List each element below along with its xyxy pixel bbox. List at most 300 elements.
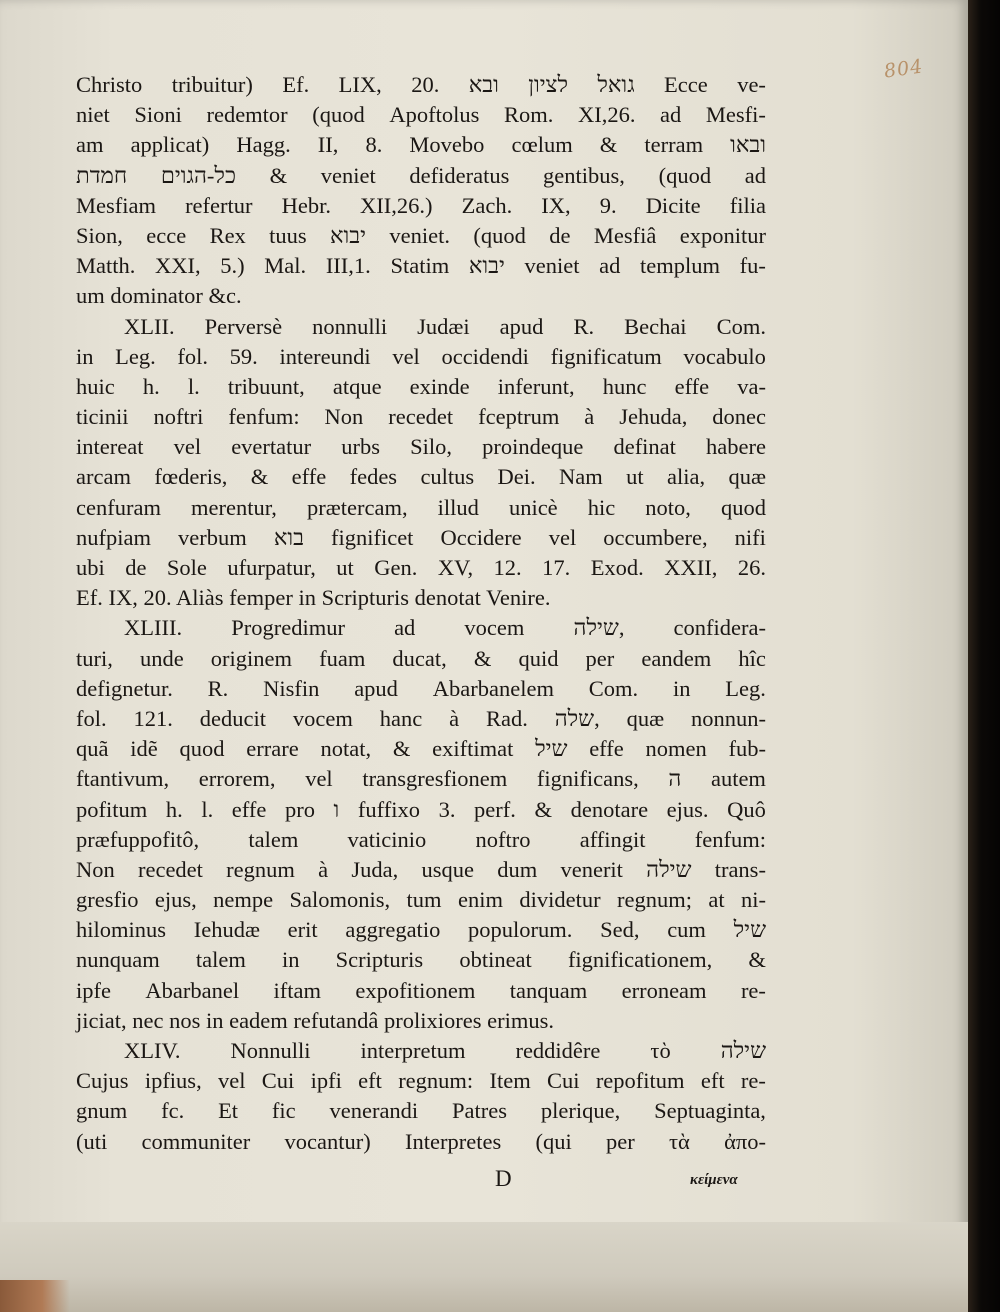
- text-word: fub-: [728, 736, 766, 762]
- text-line: [76, 161, 766, 191]
- text-word: fenfum:: [694, 826, 766, 852]
- text-word: Septuaginta,: [654, 1098, 766, 1124]
- text-word: quod: [720, 494, 766, 520]
- text-word: 5.): [220, 253, 245, 279]
- text-line: [76, 915, 766, 945]
- text-word: hic: [587, 494, 616, 520]
- text-word: tuus: [269, 222, 307, 248]
- text-word: כל-הגוים: [160, 162, 236, 188]
- text-word: Leg.: [115, 343, 156, 369]
- text-word: &: [534, 796, 553, 822]
- text-line: [76, 734, 766, 764]
- page-bottom-margin: [0, 1222, 968, 1312]
- text-word: illud: [437, 494, 479, 520]
- text-word: 12.: [493, 555, 522, 580]
- text-word: venerandi: [329, 1098, 419, 1124]
- text-word: quæ: [626, 705, 665, 731]
- catchword: κείμενα: [690, 1172, 738, 1188]
- text-word: exiftimat: [432, 736, 514, 762]
- text-word: transgresfionem: [362, 766, 508, 792]
- text-word: Mal.: [264, 253, 307, 279]
- text-word: per: [605, 1128, 635, 1154]
- text-word: hunc: [602, 373, 647, 399]
- text-word: fignificationem,: [567, 947, 713, 973]
- text-line-content: [76, 130, 766, 160]
- text-line-content: [76, 191, 766, 221]
- text-line: [76, 674, 766, 704]
- text-word: hanc: [379, 705, 423, 731]
- text-word: vaticinio: [347, 826, 427, 852]
- text-word: (quod: [473, 222, 526, 248]
- text-word: fu-: [739, 253, 766, 279]
- text-word: regnum:: [398, 1068, 474, 1094]
- text-word: in: [672, 675, 691, 701]
- text-word: affingit: [579, 826, 646, 852]
- text-line: [76, 1006, 766, 1036]
- text-word: (uti: [76, 1128, 108, 1154]
- text-word: terram: [644, 132, 704, 158]
- text-word: &: [748, 947, 766, 973]
- text-word: regnum;: [616, 887, 692, 913]
- text-line: [76, 855, 766, 885]
- text-line-content: [76, 1127, 766, 1157]
- text-word: erit: [287, 917, 318, 943]
- text-word: unicè: [508, 494, 558, 520]
- text-word: fol.: [177, 343, 209, 369]
- text-word: ubi: [76, 555, 105, 580]
- text-word: cœlum: [511, 132, 573, 158]
- text-word: ad: [599, 253, 621, 279]
- text-word: redemtor: [206, 102, 288, 128]
- text-word: fignificans,: [536, 766, 639, 792]
- text-line: [76, 312, 766, 342]
- text-line-content: [76, 734, 766, 764]
- text-word: τὰ: [668, 1128, 690, 1154]
- text-word: gentibus,: [543, 162, 625, 188]
- text-word: veniet.: [389, 222, 451, 248]
- text-line-content: [76, 885, 766, 915]
- text-word: noftri: [153, 404, 204, 430]
- text-line: [76, 130, 766, 160]
- text-word: atque: [332, 373, 382, 399]
- text-word: filia: [729, 192, 766, 218]
- text-line-content: [76, 161, 766, 191]
- text-word: vocem: [464, 615, 525, 641]
- text-word: Progredimur: [231, 615, 345, 641]
- text-word: Jehuda,: [619, 404, 688, 430]
- text-word: unde: [139, 645, 184, 671]
- text-word: ut: [626, 464, 644, 490]
- text-word: Nam: [559, 464, 603, 490]
- text-word: habere: [706, 434, 766, 460]
- text-word: deducit: [199, 705, 266, 731]
- text-word: fignificatum: [550, 343, 662, 369]
- page-edge-stain: [0, 1280, 70, 1312]
- folio-number-handwritten: 804: [882, 55, 925, 83]
- text-word: proindeque: [482, 434, 584, 460]
- text-line: [76, 251, 766, 281]
- text-word: ad: [660, 102, 682, 128]
- text-word: Statim: [390, 253, 450, 279]
- text-word: fignificet: [330, 524, 414, 550]
- text-word: ה: [668, 766, 682, 792]
- text-word: arcam: [76, 464, 131, 490]
- text-line-content: [76, 945, 766, 975]
- text-word: Scripturis: [335, 947, 424, 973]
- text-word: fic: [271, 1098, 296, 1124]
- text-word: tum: [406, 887, 442, 913]
- text-word: Matth.: [76, 253, 136, 279]
- text-word: vocabulo: [683, 343, 766, 369]
- text-word: definat: [613, 434, 676, 460]
- text-word: templum: [640, 253, 721, 279]
- text-word: regnum: [226, 856, 295, 882]
- text-word: communiter: [141, 1128, 251, 1154]
- text-word: בוא: [273, 524, 304, 550]
- text-word: Rex: [209, 222, 246, 248]
- text-word: vel: [218, 1068, 246, 1094]
- text-word: fol.: [76, 705, 107, 731]
- text-word: l.: [201, 796, 214, 822]
- text-line-content: [76, 1066, 766, 1096]
- text-line: [76, 553, 766, 583]
- text-word: Non: [324, 404, 364, 430]
- text-word: Dicite: [645, 192, 701, 218]
- text-word: 121.: [133, 705, 173, 731]
- text-word: applicat): [130, 132, 210, 158]
- text-line: [76, 885, 766, 915]
- text-word: ticinii: [76, 404, 129, 430]
- text-line-content: [76, 553, 766, 583]
- text-line-content: [76, 523, 766, 553]
- text-word: at: [708, 887, 725, 913]
- text-line: [76, 764, 766, 794]
- text-word: Cui: [261, 1068, 295, 1094]
- text-word: interpretum: [360, 1038, 466, 1063]
- text-word: vocantur): [284, 1128, 371, 1154]
- text-line: [76, 191, 766, 221]
- scan-background-right: [968, 0, 1000, 1312]
- text-word: eft: [700, 1068, 725, 1094]
- text-word: nunquam: [76, 947, 160, 973]
- text-word: Rad.: [485, 705, 528, 731]
- text-word: Com.: [716, 313, 766, 339]
- text-word: hîc: [738, 645, 766, 671]
- text-word: expofitionem: [355, 977, 476, 1003]
- text-line-content: [76, 674, 766, 704]
- text-word: confidera-: [673, 615, 766, 641]
- text-word: XLII.: [124, 313, 175, 339]
- text-word: vel: [305, 766, 333, 792]
- text-word: quæ: [728, 464, 766, 490]
- text-line-content: [76, 795, 766, 825]
- text-word: לציון: [528, 72, 568, 97]
- text-word: Perversè: [204, 313, 283, 339]
- text-word: erroneam: [621, 977, 707, 1003]
- text-line: [76, 583, 766, 613]
- text-word: &: [599, 132, 618, 158]
- text-word: (quod: [312, 102, 365, 128]
- text-line-content: [76, 251, 766, 281]
- text-word: Mesfiâ: [593, 222, 657, 248]
- text-word: eft: [358, 1068, 382, 1094]
- text-word: &: [392, 736, 411, 762]
- text-word: l.: [187, 373, 200, 399]
- text-word: Sioni: [134, 102, 182, 128]
- text-word: apud: [354, 675, 398, 701]
- text-line: [76, 1036, 766, 1066]
- text-word: שילה: [646, 856, 692, 882]
- text-word: plerique,: [540, 1098, 621, 1124]
- text-word: Patres: [452, 1098, 508, 1124]
- text-word: repofitum: [595, 1068, 685, 1094]
- text-word: nempe: [213, 887, 274, 913]
- text-word: 8.: [365, 132, 383, 158]
- text-word: ipfi: [310, 1068, 342, 1094]
- text-word: refertur: [185, 192, 253, 218]
- text-word: ejus,: [154, 887, 197, 913]
- text-word: defignetur.: [76, 675, 173, 701]
- text-line: [76, 795, 766, 825]
- text-word: autem: [710, 766, 766, 792]
- text-word: XXII,: [664, 555, 718, 580]
- text-line: [76, 402, 766, 432]
- text-word: Christo: [76, 72, 143, 97]
- text-word: Sed,: [600, 917, 640, 943]
- text-word: Leg.: [725, 675, 766, 701]
- text-word: חמדת: [76, 162, 128, 188]
- text-line: [76, 372, 766, 402]
- text-line-content: um dominator &c.: [76, 283, 242, 309]
- text-word: turi,: [76, 645, 113, 671]
- text-word: XII,26.): [360, 192, 433, 218]
- text-line: [76, 523, 766, 553]
- text-line: [76, 704, 766, 734]
- text-line-content: [124, 312, 766, 342]
- text-line-content: [76, 976, 766, 1006]
- text-word: tribuunt,: [227, 373, 305, 399]
- text-word: יבוא: [468, 253, 505, 279]
- text-line: [76, 644, 766, 674]
- text-line-content: [76, 372, 766, 402]
- text-word: Hagg.: [236, 132, 291, 158]
- text-word: Iehudæ: [193, 917, 260, 943]
- text-line-content: [76, 493, 766, 523]
- text-word: XI,26.: [577, 102, 636, 128]
- text-word: (quod: [658, 162, 712, 188]
- text-word: Occidere: [440, 524, 522, 550]
- text-word: IX,: [541, 192, 571, 218]
- text-line-content: [124, 613, 766, 643]
- text-word: defideratus: [409, 162, 510, 188]
- text-line: [76, 613, 766, 643]
- text-word: ut: [336, 555, 354, 580]
- text-word: fœderis,: [154, 464, 228, 490]
- text-word: donec: [712, 404, 766, 430]
- text-word: fenfum:: [228, 404, 300, 430]
- text-word: XLIV.: [124, 1038, 181, 1063]
- text-word: per: [585, 645, 615, 671]
- text-word: גואל: [597, 72, 635, 97]
- text-word: prætercam,: [306, 494, 408, 520]
- text-word: vel: [392, 343, 420, 369]
- text-word: am: [76, 132, 104, 158]
- text-line: [76, 493, 766, 523]
- text-word: III,1.: [325, 253, 371, 279]
- text-line: [76, 432, 766, 462]
- text-word: notat,: [320, 736, 372, 762]
- text-word: שילה,: [573, 615, 625, 641]
- page-text-body: [76, 70, 766, 1157]
- text-word: שיל: [535, 736, 568, 762]
- text-word: pofitum: [76, 796, 148, 822]
- text-word: Non: [76, 856, 115, 882]
- text-word: (qui: [535, 1128, 572, 1154]
- text-word: hilominus: [76, 917, 167, 943]
- text-word: 20.: [411, 72, 440, 97]
- text-word: ἀπο-: [724, 1128, 766, 1154]
- text-word: quã: [76, 736, 109, 762]
- text-word: שילה: [720, 1038, 766, 1063]
- text-word: errare: [246, 736, 299, 762]
- text-word: ובאו: [730, 132, 766, 158]
- text-word: alia,: [667, 464, 706, 490]
- text-word: talem: [248, 826, 299, 852]
- text-word: tribuitur): [171, 72, 253, 97]
- text-word: 59.: [229, 343, 258, 369]
- text-word: idẽ: [130, 736, 158, 762]
- text-word: h.: [165, 796, 183, 822]
- text-word: Hebr.: [281, 192, 331, 218]
- text-word: noftro: [475, 826, 531, 852]
- text-line: [76, 1096, 766, 1126]
- text-word: intereundi: [279, 343, 371, 369]
- text-word: exinde: [409, 373, 470, 399]
- text-word: nomen: [645, 736, 707, 762]
- text-word: evertatur: [231, 434, 312, 460]
- text-word: Sole: [166, 555, 207, 580]
- text-word: talem: [195, 947, 246, 973]
- text-word: Com.: [588, 675, 639, 701]
- text-word: noto,: [645, 494, 691, 520]
- text-word: Salomonis,: [289, 887, 391, 913]
- text-word: II,: [317, 132, 339, 158]
- text-word: Mesfi-: [705, 102, 766, 128]
- text-word: ipfe: [76, 977, 111, 1003]
- text-word: τὸ: [650, 1038, 671, 1063]
- text-word: occidendi: [441, 343, 529, 369]
- text-word: in: [282, 947, 300, 973]
- text-word: veniet: [524, 253, 580, 279]
- text-word: quod: [179, 736, 225, 762]
- text-line-content: [76, 1096, 766, 1126]
- text-word: ducat,: [392, 645, 447, 671]
- text-word: Zach.: [461, 192, 513, 218]
- text-word: Cui: [547, 1068, 580, 1094]
- text-word: שלה,: [554, 705, 600, 731]
- text-word: dum: [497, 856, 538, 882]
- text-word: Dei.: [497, 464, 536, 490]
- text-word: vocem: [292, 705, 353, 731]
- text-line: [76, 1066, 766, 1096]
- text-word: Nonnulli: [230, 1038, 311, 1063]
- text-word: ובא: [468, 72, 499, 97]
- text-line-content: [76, 432, 766, 462]
- text-word: 9.: [599, 192, 617, 218]
- text-word: cum: [667, 917, 706, 943]
- text-word: cenfuram: [76, 494, 161, 520]
- text-word: Apoftolus: [389, 102, 480, 128]
- text-word: Exod.: [590, 555, 644, 580]
- text-word: effe: [674, 373, 710, 399]
- text-word: fuffixo: [357, 796, 420, 822]
- text-word: 17.: [542, 555, 571, 580]
- text-word: dividetur: [519, 887, 601, 913]
- text-word: ni-: [740, 887, 766, 913]
- text-line-content: [124, 1036, 766, 1066]
- text-word: LIX,: [338, 72, 382, 97]
- text-line-content: [76, 100, 766, 130]
- text-word: Gen.: [374, 555, 418, 580]
- text-line-content: [76, 462, 766, 492]
- text-word: Ef.: [282, 72, 310, 97]
- text-line: [76, 70, 766, 100]
- text-line-content: [76, 855, 766, 885]
- text-word: ufurpatur,: [227, 555, 316, 580]
- text-line: [76, 1127, 766, 1157]
- page-footer: [0, 1162, 968, 1202]
- text-word: Silo,: [410, 434, 453, 460]
- text-word: Interpretes: [405, 1128, 502, 1154]
- text-word: Et: [218, 1098, 239, 1124]
- text-word: ftantivum,: [76, 766, 170, 792]
- text-word: venerit: [560, 856, 623, 882]
- text-word: recedet: [137, 856, 203, 882]
- text-word: Quô: [727, 796, 766, 822]
- text-word: re-: [740, 977, 766, 1003]
- text-word: gnum: [76, 1098, 128, 1124]
- text-word: trans-: [714, 856, 766, 882]
- text-word: effe: [231, 796, 267, 822]
- text-word: re-: [740, 1068, 766, 1094]
- text-word: ve-: [737, 72, 766, 97]
- text-line-content: [76, 342, 766, 372]
- text-word: Bechai: [624, 313, 687, 339]
- text-word: perf.: [474, 796, 516, 822]
- text-line-content: [76, 764, 766, 794]
- text-word: cultus: [420, 464, 475, 490]
- text-word: urbs: [341, 434, 380, 460]
- text-word: Sion,: [76, 222, 123, 248]
- text-line-content: [76, 644, 766, 674]
- text-word: verbum: [178, 524, 247, 550]
- text-word: &: [473, 645, 492, 671]
- text-word: veniet: [320, 162, 376, 188]
- text-word: Rom.: [503, 102, 554, 128]
- text-word: originem: [210, 645, 293, 671]
- text-word: &: [269, 162, 288, 188]
- text-word: fedes: [349, 464, 398, 490]
- text-line: [76, 221, 766, 251]
- text-word: ו: [333, 796, 340, 822]
- text-word: vel: [173, 434, 202, 460]
- text-line-content: Ef. IX, 20. Aliàs femper in Scripturis denotat Venire.: [76, 585, 551, 611]
- text-word: va-: [737, 373, 766, 399]
- text-line: [76, 462, 766, 492]
- text-line: [76, 976, 766, 1006]
- text-word: aggregatio: [345, 917, 441, 943]
- text-word: nifi: [734, 524, 766, 550]
